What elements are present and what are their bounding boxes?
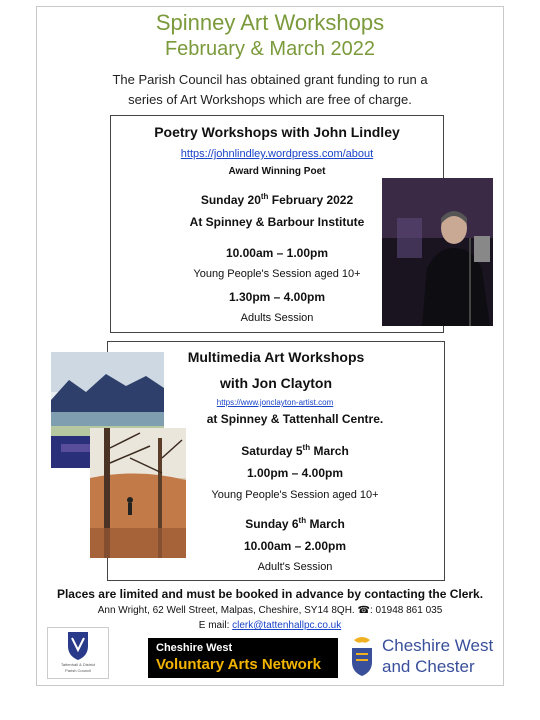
multimedia-heading-2: with Jon Clayton: [220, 375, 332, 391]
contact-phone: 01948 861 035: [375, 605, 443, 616]
poetry-time-2: 1.30pm – 4.00pm: [228, 290, 326, 304]
multimedia-heading-1: Multimedia Art Workshops: [187, 349, 365, 365]
contact-address: Ann Wright, 62 Well Street, Malpas, Cheshire, SY14 8QH. ☎: 01948 861 035: [97, 605, 443, 616]
poetry-heading: Poetry Workshops with John Lindley: [154, 124, 400, 140]
multimedia-session-2: Adult's Session: [257, 561, 333, 573]
multimedia-time-2: 10.00am – 2.00pm: [243, 539, 347, 553]
poetry-date: Sunday 20th February 2022: [200, 192, 354, 207]
parish-shield-icon: [48, 628, 108, 662]
contact-email-link[interactable]: clerk@tattenhallpc.co.uk: [232, 620, 342, 631]
poet-photo-graphic: [382, 178, 493, 326]
contact-email-line: E mail: clerk@tattenhallpc.co.uk: [198, 620, 342, 631]
multimedia-session-1: Young People's Session aged 10+: [211, 489, 379, 501]
poetry-session-1: Young People's Session aged 10+: [193, 268, 361, 280]
poet-photo: [382, 178, 493, 326]
poster-title: Spinney Art Workshops: [155, 10, 385, 35]
phone-icon: ☎: [357, 605, 370, 616]
poetry-time-1: 10.00am – 1.00pm: [225, 246, 329, 260]
multimedia-time-1: 1.00pm – 4.00pm: [246, 466, 344, 480]
cheshire-west-chester-logo: Cheshire West and Chester: [344, 634, 502, 680]
voluntary-arts-network-logo: Cheshire West Voluntary Arts Network: [148, 638, 338, 678]
artwork-forest: [90, 428, 186, 558]
artwork-forest-graphic: [90, 428, 186, 558]
multimedia-venue: at Spinney & Tattenhall Centre.: [206, 412, 384, 426]
poetry-session-2: Adults Session: [240, 312, 314, 324]
booking-notice: Places are limited and must be booked in advance by contacting the Clerk.: [56, 587, 484, 601]
intro-line-1: The Parish Council has obtained grant funding to run a: [112, 72, 428, 87]
poster-dates: February & March 2022: [164, 38, 376, 60]
parish-council-logo: Tattenhall & District Parish Council: [47, 627, 109, 679]
multimedia-link[interactable]: https://www.jonclayton-artist.com: [216, 398, 334, 407]
intro-line-2: series of Art Workshops which are free of charge.: [128, 92, 412, 107]
poetry-venue: At Spinney & Barbour Institute: [189, 215, 365, 229]
multimedia-date-1: Saturday 5th March: [241, 443, 349, 458]
poetry-link[interactable]: https://johnlindley.wordpress.com/about: [180, 148, 374, 160]
multimedia-date-2: Sunday 6th March: [245, 516, 345, 531]
cwac-crest-icon: [346, 634, 378, 678]
poetry-tagline: Award Winning Poet: [228, 166, 326, 177]
